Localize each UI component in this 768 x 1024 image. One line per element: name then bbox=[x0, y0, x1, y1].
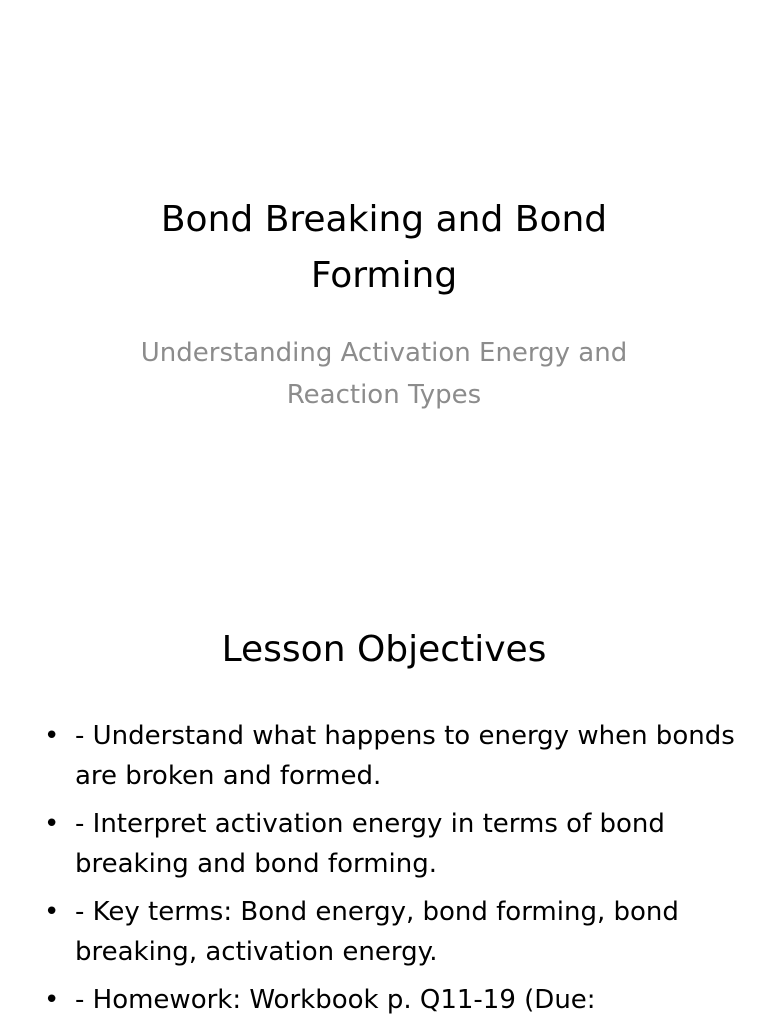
list-item-text: - Homework: Workbook p. Q11-19 (Due: bbox=[75, 985, 596, 1015]
objectives-heading: Lesson Objectives bbox=[221, 629, 547, 670]
list-item bbox=[38, 716, 738, 796]
slide-title: Bond Breaking and Bond Forming bbox=[160, 199, 608, 296]
bullet-icon: • bbox=[44, 721, 60, 751]
bullet-icon: • bbox=[44, 985, 60, 1015]
list-item-text: - Interpret activation energy in terms of bond breaking and bond forming. bbox=[75, 809, 665, 879]
list-item bbox=[38, 980, 738, 1020]
list-item bbox=[38, 892, 738, 972]
bullet-icon: • bbox=[44, 897, 60, 927]
objectives-list bbox=[38, 716, 738, 1024]
slide-subtitle: Understanding Activation Energy and Reaction Types bbox=[140, 338, 628, 410]
list-item bbox=[38, 804, 738, 884]
list-item-text: - Understand what happens to energy when bonds are broken and formed. bbox=[75, 721, 735, 791]
objectives-slide bbox=[0, 576, 768, 1024]
bullet-icon: • bbox=[44, 809, 60, 839]
list-item-text: - Key terms: Bond energy, bond forming, bond breaking, activation energy. bbox=[75, 897, 679, 967]
